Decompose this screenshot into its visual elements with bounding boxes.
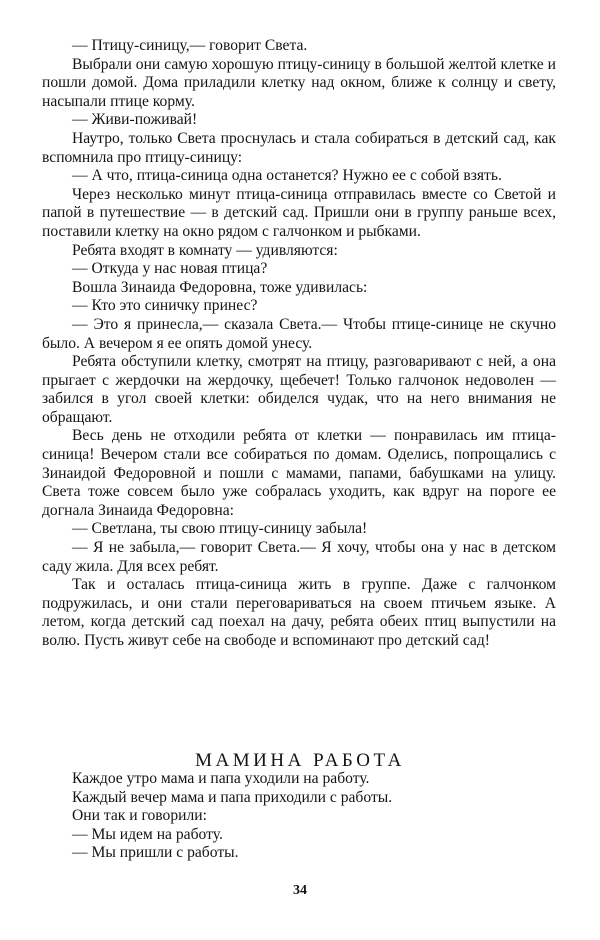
paragraph: — Кто это синичку принес? [72, 297, 258, 315]
paragraph: Ребята обступили клетку, смотрят на птицу, разговаривают с ней, а она прыгает с жердочки на жердочку, щебечет! Только галчонок недоволен — забился в угол своей клетки: обиделся чудак, что на него внимания не обращают. [42, 353, 556, 426]
paragraph: Выбрали они самую хорошую птицу-синицу в большой желтой клетке и пошли домой. Дома приладили клетку над окном, ближе к солнцу и свету, насыпали птице корму. [42, 55, 556, 110]
paragraph: — Мы идем на работу. [72, 825, 223, 843]
page-number: 34 [293, 883, 307, 898]
paragraph: Вошла Зинаида Федоровна, тоже удивилась: [72, 278, 368, 296]
paragraph: — Птицу-синицу,— говорит Света. [72, 37, 308, 54]
paragraph: Они так и говорили: [72, 807, 207, 825]
paragraph: Через несколько минут птица-синица отправилась вместе со Светой и папой в путешествие — в детский сад. Пришли они в группу раньше всех, поставили клетку на окно рядом с галчонком и рыбками. [42, 185, 556, 240]
paragraph: — Я не забыла,— говорит Света.— Я хочу, чтобы она у нас в детском саду жила. Для всех ребят. [42, 539, 556, 575]
paragraph: — А что, птица-синица одна останется? Нужно ее с собой взять. [72, 167, 502, 185]
paragraph: Весь день не отходили ребята от клетки — понравилась им птица-синица! Вечером стали все собираться по домам. Оделись, попрощались с Зинаидой Федоровной и пошли с мамами, папами, бабушками на улицу. Света тоже совсем было уже собралась уходить, как вдруг на пороге ее догнала Зинаида Федоровна: [42, 427, 556, 519]
paragraph: — Живи-поживай! [72, 111, 198, 129]
paragraph: — Мы пришли с работы. [72, 844, 239, 862]
paragraph: Наутро, только Света проснулась и стала собираться в детский сад, как вспомнила про птицу-синицу: [42, 129, 556, 166]
paragraph: — Светлана, ты свою птицу-синицу забыла! [72, 520, 368, 538]
paragraph: Ребята входят в комнату — удивляются: [72, 241, 338, 259]
paragraph: — Откуда у нас новая птица? [72, 260, 268, 278]
chapter-text [42, 770, 556, 863]
paragraph: Так и осталась птица-синица жить в группе. Даже с галчонком подружилась, и они стали переговариваться на своем птичьем языке. А летом, когда детский сад поехал на дачу, ребята обеих птиц выпустили на волю. Пусть живут себе на свободе и вспоминают про детский сад! [42, 576, 556, 649]
chapter-title: МАМИНА РАБОТА [195, 749, 405, 771]
paragraph: — Это я принесла,— сказала Света.— Чтобы птице-синице не скучно было. А вечером я ее опять домой унесу. [42, 315, 556, 352]
paragraph: Каждый вечер мама и папа приходили с работы. [72, 788, 393, 806]
story-text [42, 37, 556, 651]
paragraph: Каждое утро мама и папа уходили на работу. [72, 770, 370, 787]
